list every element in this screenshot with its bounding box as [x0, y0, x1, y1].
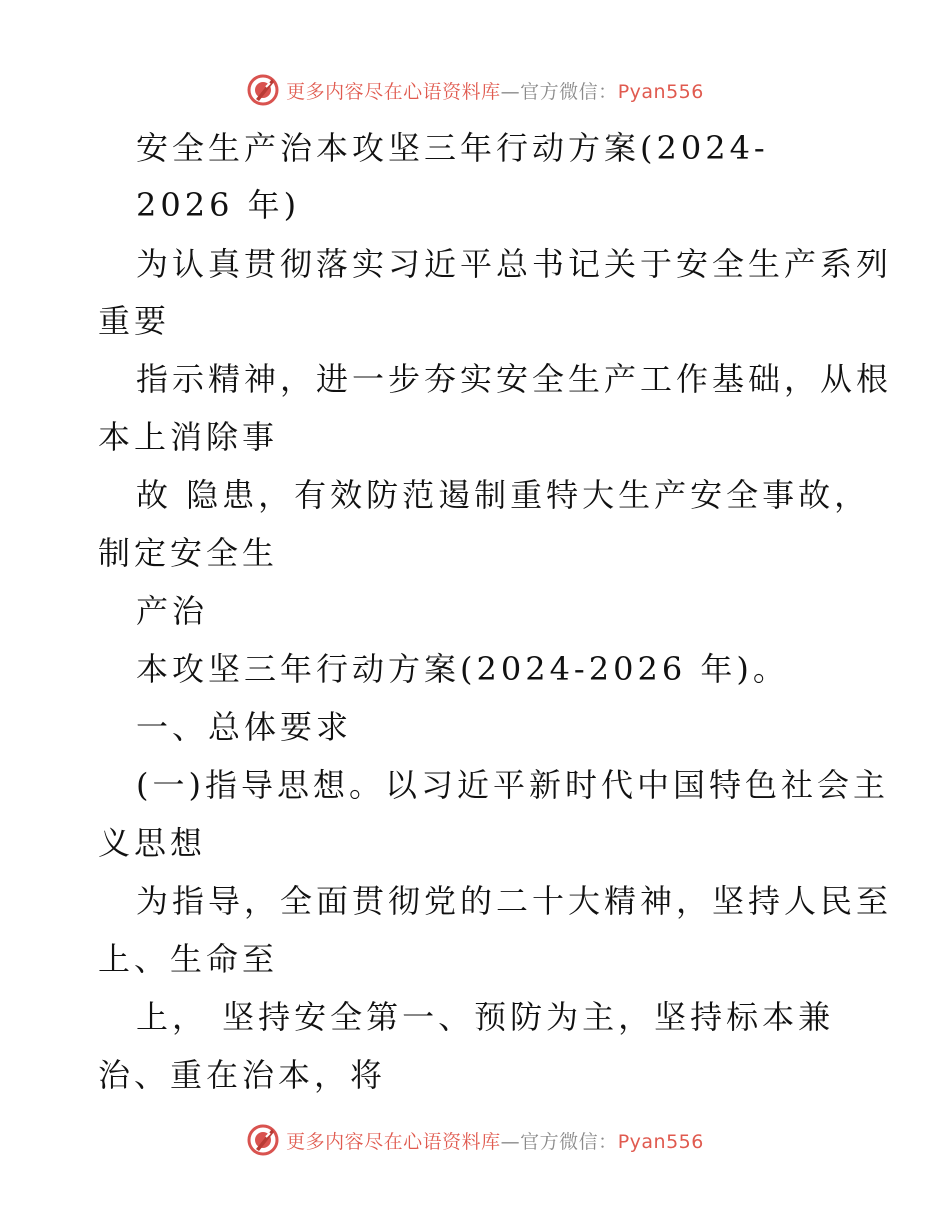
- watermark-site: 更多内容尽在心语资料库: [286, 80, 501, 103]
- paragraph-line: 故 隐患，有效防范遏制重特大生产安全事故，: [136, 476, 871, 514]
- paragraph-line: 指示精神，进一步夯实安全生产工作基础，从根: [136, 360, 893, 398]
- header-watermark: [0, 70, 950, 110]
- paragraph-line: 义思想: [98, 824, 207, 862]
- watermark-label: 官方微信：: [520, 1130, 618, 1153]
- paragraph-line: 为认真贯彻落实习近平总书记关于安全生产系列: [136, 245, 893, 283]
- footer-watermark: [0, 1120, 950, 1160]
- section-heading: 一、总体要求: [136, 708, 353, 746]
- quill-seal-icon: [246, 73, 280, 107]
- watermark-label: 官方微信：: [520, 80, 618, 103]
- watermark-wechat: Pyan556: [617, 80, 704, 103]
- paragraph-line: (一)指导思想。以习近平新时代中国特色社会主: [136, 766, 889, 804]
- paragraph-line: 为指导，全面贯彻党的二十大精神，坚持人民至: [136, 882, 893, 920]
- watermark-dash: —: [500, 80, 521, 103]
- paragraph-line: 制定安全生: [98, 534, 279, 572]
- paragraph-line: 重要: [98, 302, 171, 340]
- paragraph-line: 本上消除事: [98, 418, 279, 456]
- quill-seal-icon: [246, 1123, 280, 1157]
- watermark-dash: —: [500, 1130, 521, 1153]
- paragraph-line: 上、生命至: [98, 940, 279, 978]
- doc-title-line-2: 2026 年): [136, 186, 301, 224]
- paragraph-line: 治、重在治本，将: [98, 1056, 387, 1094]
- watermark-wechat: Pyan556: [617, 1130, 704, 1153]
- paragraph-line: 上， 坚持安全第一、预防为主，坚持标本兼: [136, 998, 835, 1036]
- watermark-site: 更多内容尽在心语资料库: [286, 1130, 501, 1153]
- doc-title-line-1: 安全生产治本攻坚三年行动方案(2024-: [136, 129, 769, 167]
- paragraph-line: 本攻坚三年行动方案(2024-2026 年)。: [136, 650, 789, 688]
- paragraph-line: 产治: [136, 592, 209, 630]
